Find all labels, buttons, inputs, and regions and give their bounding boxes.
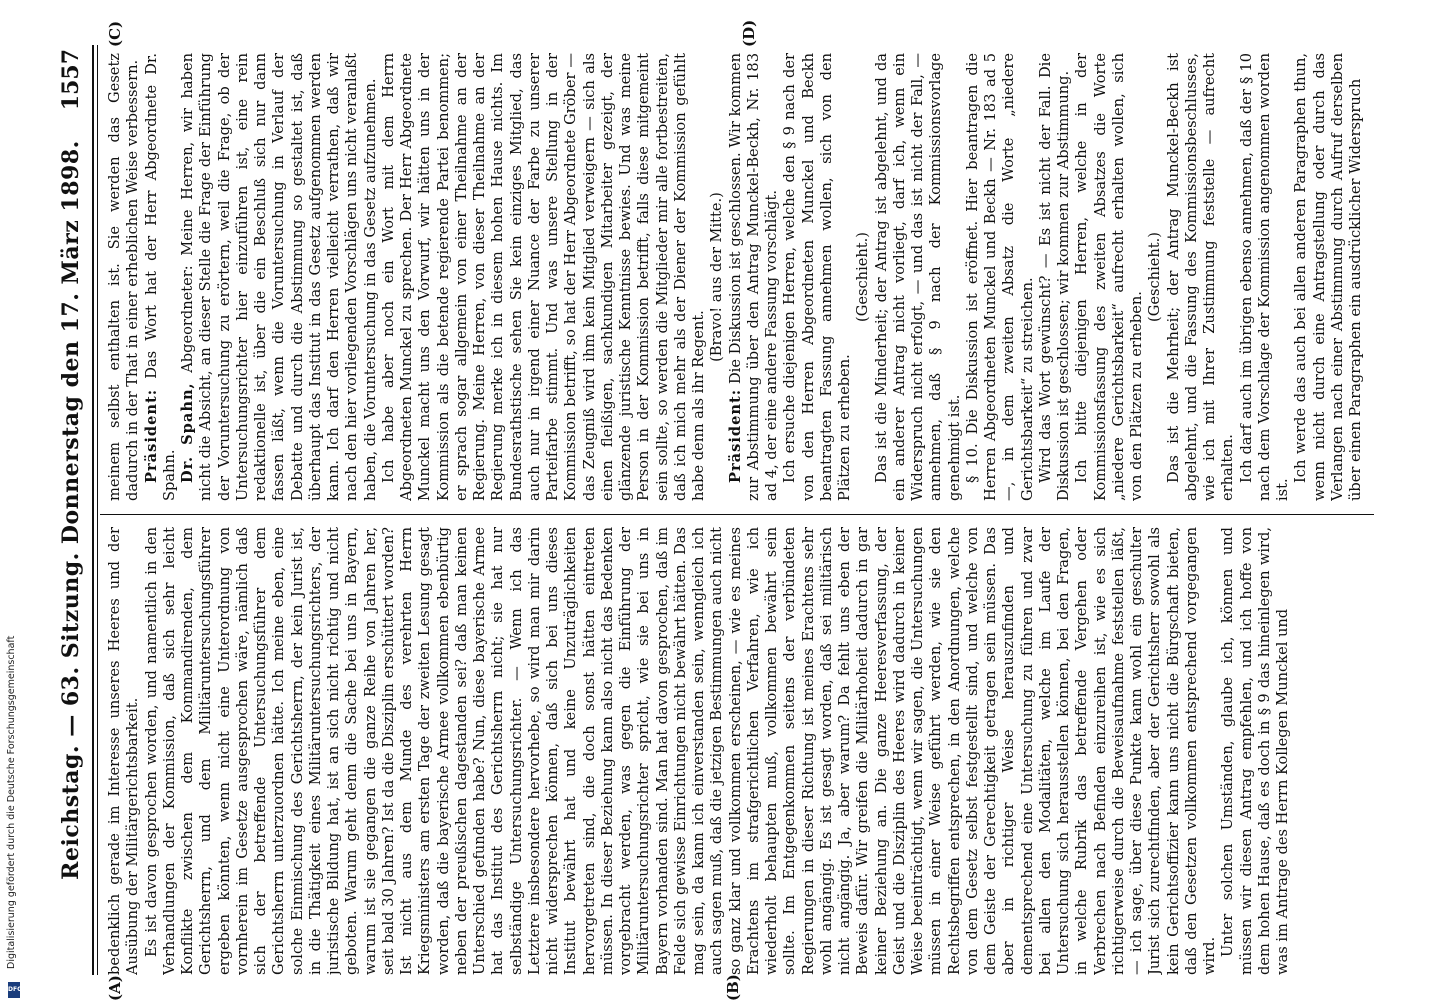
paragraph: meinem selbst enthalten ist. Sie werden das Gesetz dadurch in der That in einer erheblichen Weise verbessern. xyxy=(106,53,142,501)
paragraph: Es ist davon gesprochen worden, und namentlich in den Verhandlungen der Kommission, daß sich sehr leicht Konflikte zwischen dem Kommandirenden, dem Gerichtsherrn, und dem Militäruntersuchungsführer ergeben könnten, wenn nicht eine Unterordnung von vornherein im Gesetze ausgesprochen wäre, nämlich daß sich der betreffende Untersuchungsführer dem Gerichtsherrn unterzuordnen hätte. Ich meine eben, eine solche Einmischung des Gerichtsherrn, der kein Jurist ist, in die Thätigkeit eines Militäruntersuchungsrichters, der juristische Bildung hat, ist an sich nicht richtig und nicht geboten. Warum geht denn die Sache bei uns in Bayern, warum ist sie gegangen die ganze Reihe von Jahren her, seit bald 30 Jahren? Ist da die Disziplin erschüttert worden? Ist nicht aus dem Munde des verehrten Herrn Kriegsministers am ersten Tage der zweiten Lesung gesagt worden, daß die bayerische Armee vollkommen ebenbürtig neben der preußischen dagestanden sei? daß man keinen Unterschied gefunden habe? Nun, diese bayerische Armee hat das Institut des Gerichtsherrn nicht; sie hat nur selbständige Untersuchungsrichter. — Wenn ich das Letztere insbesondere hervorhebe, so wird man mir darin nicht widersprechen können, daß sich bei uns dieses Institut bewährt hat und keine Unzuträglichkeiten hervorgetreten sind, die doch sonst hätten eintreten müssen. In dieser Beziehung kann also nicht das Bedenken vorgebracht werden, was gegen die Einführung der Militäruntersuchungsrichter spricht, wie sie bei uns in Bayern vorhanden sind. Man hat davon gesprochen, daß im Felde sich gewisse Einrichtungen nicht bewährt hätten. Das mag sein, da kann ich einverstanden sein, wenngleich ich auch sagen muß, daß die jetzigen Bestimmungen auch nicht so ganz klar und vollkommen erscheinen, — wie es meines Erachtens im strafgerichtlichen Verfahren, wie ich wiederholt behaupten muß, vollkommen bewährt sein sollte. Im Entgegenkommen seitens der verbündeten Regierungen in dieser Richtung ist meines Erachtens sehr wohl angängig. Es ist gesagt worden, daß sei militärisch nicht angängig. Ja, aber warum? Da fehlt uns eben der Beweis dafür. Wir greifen die Militärhoheit dadurch in gar keiner Beziehung an. Die ganze Heeresverfassung, der Geist und die Disziplin des Heeres wird dadurch in keiner Weise beeinträchtigt, wenn wir sagen, die Untersuchungen müssen in einer Weise geführt werden, wie sie den Rechtsbegriffen entsprechen, in den Anordnungen, welche von dem Gesetz selbst festgestellt sind, und welche von dem Geiste der Gerechtigkeit getragen sein müssen. Das aber in richtiger Weise herauszufinden und dementsprechend eine Untersuchung zu führen und zwar bei allen den Modalitäten, welche im Laufe der Untersuchung sich herausstellen können, bei den Fragen, in welche Rubrik das betreffende Vergehen oder Verbrechen nach Befinden einzureihen ist, wie es sich richtigerweise durch die Beweisaufnahme feststellen läßt, — ich sage, über diese Punkte kann wohl ein geschulter Jurist sich zurechtfinden, aber der Gerichtsherr sowohl als kein Gerichtsoffizier kann uns nicht die Bürgschaft bieten, daß den Gesetzen vollkommen entsprechend vorgegangen wird. xyxy=(142,527,1218,975)
margin-marker-a: (A) xyxy=(106,975,124,1001)
paragraph: bedenklich gerade im Interesse unseres Heeres und der Ausübung der Militärgerichtsbarkeit. xyxy=(106,527,142,975)
paragraph: Ich ersuche diejenigen Herren, welche den § 9 nach der von den Herren Abgeordneten Munckel und Beckh beantragten Fassung annehmen wollen, sich von den Plätzen zu erheben. xyxy=(781,53,853,501)
dfg-logo: DFG xyxy=(8,982,20,998)
speaker-text: Die Diskussion ist geschlossen. Wir kommen zur Abstimmung über den Antrag Munckel-Beckh, Nr. 183 ad 4, der eine andere Fassung vorschlägt. xyxy=(726,53,780,501)
speaker-name: Präsident: xyxy=(726,388,744,483)
stage-direction: (Bravo! aus der Mitte.) xyxy=(708,192,726,362)
paragraph: § 10. Die Diskussion ist eröffnet. Hier beantragen die Herren Abgeordneten Munckel und Beckh — Nr. 183 ad 5 —, in dem zweiten Absatz die Worte „niedere Gerichtsbarkeit“ zu streichen. xyxy=(963,53,1036,501)
header-rule xyxy=(92,45,94,975)
paragraph: Ich bitte diejenigen Herren, welche in der Kommissionsfassung des zweiten Absatzes die Worte „niedere Gerichtsbarkeit“ aufrecht erhalten wollen, sich von den Plätzen zu erheben. xyxy=(1073,53,1145,501)
speaker-paragraph xyxy=(179,53,380,501)
paragraph: Ich darf auch im übrigen ebenso annehmen, daß der § 10 nach dem Vorschlage der Kommission angenommen worden ist. xyxy=(1237,53,1291,501)
digitization-credit xyxy=(6,0,22,1000)
digitization-credit-text: Digitalisierung gefördert durch die Deutsche Forschungsgemeinschaft xyxy=(6,635,17,969)
speaker-text: Das Wort hat der Herr Abgeordnete Dr. Spahn. xyxy=(142,53,178,501)
header-rule-thin xyxy=(97,45,98,975)
paragraph: Wird das Wort gewünscht? — Es ist nicht der Fall. Die Diskussion ist geschlossen; wir kommen zur Abstimmung. xyxy=(1036,53,1072,501)
paragraph: Ich werde das auch bei allen anderen Paragraphen thun, wenn nicht durch eine Antragstellung oder durch das Verlangen nach einer Abstimmung durch Aufruf derselben über einen Paragraphen ein ausdrücklicher Widerspruch xyxy=(1292,53,1364,501)
stage-direction: (Geschieht.) xyxy=(854,232,872,322)
paragraph: Das ist die Minderheit; der Antrag ist abgelehnt, und da ein anderer Antrag nicht vorliegt, darf ich, wenn ein Widerspruch nicht erfolgt, — und das ist nicht der Fall, — annehmen, daß § 9 nach der Kommissionsvorlage genehmigt ist. xyxy=(872,53,963,501)
paragraph: Das ist die Mehrheit; der Antrag Munckel-Beckh ist abgelehnt, und die Fassung des Kommissionsbeschlusses, wie ich mit Ihrer Zustimmung feststelle — aufrecht erhalten. xyxy=(1164,53,1237,501)
margin-marker-b: (B) xyxy=(724,974,742,1001)
left-column xyxy=(106,527,1376,975)
page-number: 1557 xyxy=(58,49,84,111)
speaker-name: Dr. Spahn, xyxy=(179,382,196,483)
page-sheet xyxy=(50,19,1380,1001)
margin-marker-d: (D) xyxy=(740,19,758,47)
speaker-paragraph xyxy=(143,53,180,501)
right-column xyxy=(106,53,1376,501)
paragraph: Unter solchen Umständen, glaube ich, können und müssen wir diesen Antrag empfehlen, und ich hoffe von dem hohen Hause, daß es doch in § 9 das hineinlegen wird, was im Antrage des Herrn Kollegen Munckel und xyxy=(1219,527,1291,975)
paragraph: Ich habe aber noch ein Wort mit dem Herrn Abgeordneten Munckel zu sprechen. Der Herr Abgeordnete Munckel macht uns den Vorwurf, wir hätten uns in der Kommission als die betende regierende Partei benommen; er sprach sogar allgemein von einer Theilnahme an der Regierung. Meine Herren, von dieser Theilnahme an der Regierung merke ich in diesem hohen Hause nichts. Im Bundesrathstische sehen Sie kein einziges Mitglied, das auch nur in irgend einer Nuance der Farbe zu unserer Parteifarbe stimmt. Und was unsere Stellung in der Kommission betrifft, so hat der Herr Abgeordnete Gröber — das Zeugniß wird ihm kein Mitglied verweigern — sich als einen fleißigen, sachkundigen Mitarbeiter gezeigt, der glänzende juristische Kenntnisse bewies. Und was meine Person in der Kommission betrifft, falls diese mitgemeint sein sollte, so werden die Mitglieder mir alle fortbestreiten, daß ich mich mehr als der Diener der Kommission gefühlt habe denn als ihr Regent. xyxy=(379,53,707,501)
speaker-name: Präsident: xyxy=(142,388,160,483)
stage-direction: (Geschieht.) xyxy=(1146,232,1164,322)
margin-marker-c: (C) xyxy=(106,20,124,47)
column-divider xyxy=(100,514,1374,515)
page-header-title: Reichstag. — 63. Sitzung. Donnerstag den 17. März 1898. xyxy=(58,140,84,880)
speaker-paragraph xyxy=(727,53,782,501)
speaker-text: Abgeordneter: Meine Herren, wir haben nicht die Absicht, an dieser Stelle die Frage der Einführung der Voruntersuchung zu erörtern, weil die Frage, ob der Untersuchungsrichter hier einzuführen ist, eine rein redaktionelle ist, über die ein Beschluß sich nur dann fassen läßt, wenn die Voruntersuchung in Verlauf der Debatte und durch die Abstimmung so gestaltet ist, daß überhaupt das Institut in das Gesetz aufgenommen werden kann. Ich darf den Herren vielleicht verrathen, daß wir nach den hier vorliegenden Vorschlägen uns nicht veranlaßt haben, die Voruntersuchung in das Gesetz aufzunehmen. xyxy=(179,53,379,501)
